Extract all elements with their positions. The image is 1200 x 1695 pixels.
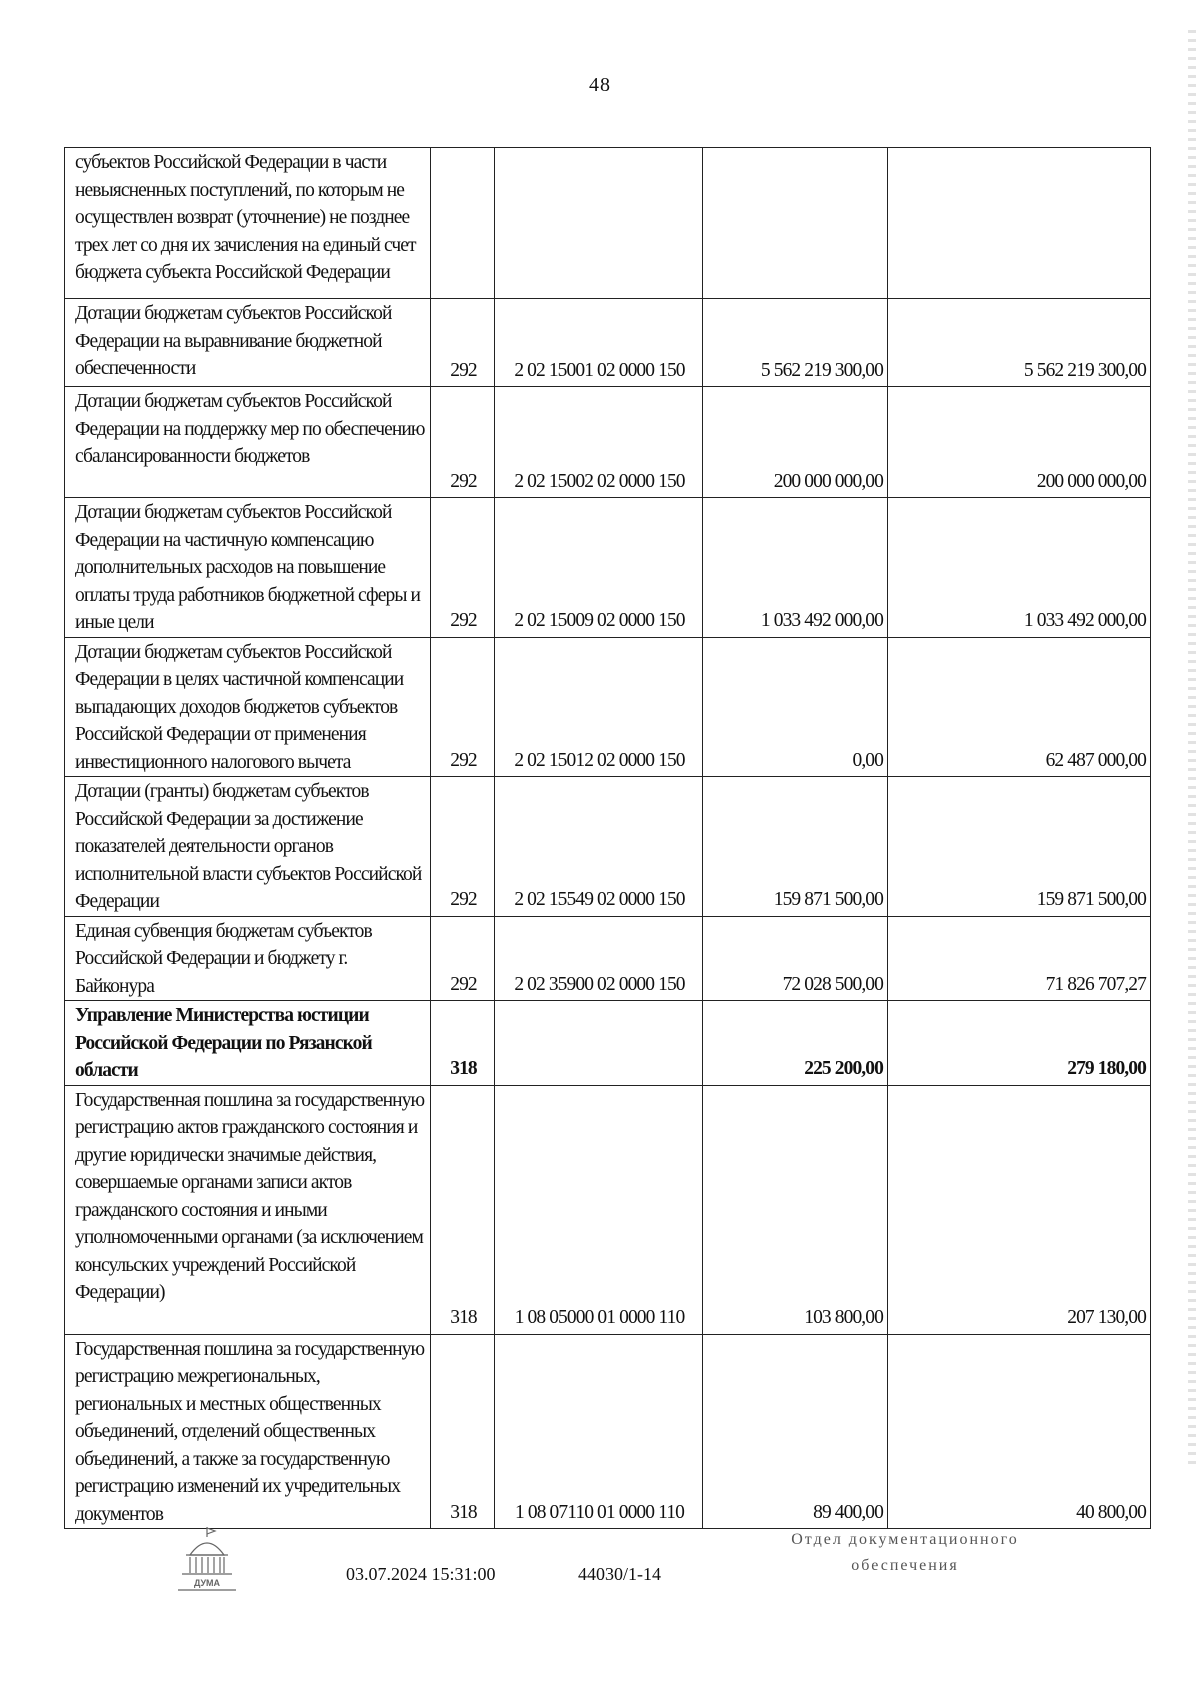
footer-dept-line-2: обеспечения [851,1557,959,1574]
row-budget-code: 2 02 15549 02 0000 150 [495,777,703,917]
scan-edge-artifact [1188,30,1196,1470]
row-value-1: 1 033 492 000,00 [703,498,888,638]
table-row [65,1334,1151,1529]
row-budget-code: 2 02 15002 02 0000 150 [495,387,703,498]
row-budget-code: 2 02 15001 02 0000 150 [495,299,703,387]
row-name: субъектов Российской Федерации в части невыясненных поступлений, по которым не осуществлен возврат (уточнение) не позднее трех лет со дня их зачисления на единый счет бюджета субъекта Российской Федерации [65,148,431,299]
row-name: Дотации бюджетам субъектов Российской Федерации на поддержку мер по обеспечению сбалансированности бюджетов [65,387,431,498]
row-value-1: 159 871 500,00 [703,777,888,917]
row-budget-code [495,1001,703,1086]
row-value-1: 103 800,00 [703,1085,888,1334]
row-admin-code: 292 [431,637,495,777]
revenue-table-body [65,148,1151,1529]
row-admin-code: 318 [431,1085,495,1334]
row-name: Дотации (гранты) бюджетам субъектов Российской Федерации за достижение показателей деятельности органов исполнительной власти субъектов Российской Федерации [65,777,431,917]
footer-datetime: 03.07.2024 15:31:00 [346,1564,496,1584]
row-admin-code: 292 [431,916,495,1001]
table-row [65,1001,1151,1086]
row-budget-code: 2 02 35900 02 0000 150 [495,916,703,1001]
row-value-2 [888,148,1151,299]
row-name: Дотации бюджетам субъектов Российской Федерации на выравнивание бюджетной обеспеченности [65,299,431,387]
row-name: Единая субвенция бюджетам субъектов Российской Федерации и бюджету г. Байконура [65,916,431,1001]
row-admin-code: 318 [431,1334,495,1529]
row-admin-code: 292 [431,299,495,387]
row-budget-code: 1 08 07110 01 0000 110 [495,1334,703,1529]
row-admin-code: 292 [431,387,495,498]
table-row [65,1085,1151,1334]
row-value-1: 5 562 219 300,00 [703,299,888,387]
row-value-2: 279 180,00 [888,1001,1151,1086]
row-name: Управление Министерства юстиции Российской Федерации по Рязанской области [65,1001,431,1086]
row-admin-code: 318 [431,1001,495,1086]
row-value-1: 0,00 [703,637,888,777]
row-budget-code: 2 02 15012 02 0000 150 [495,637,703,777]
row-name: Государственная пошлина за государственную регистрацию актов гражданского состояния и другие юридически значимые действия, совершаемые органами записи актов гражданского состояния и иными уполномоченными органами (за исключением консульских учреждений Российской Федерации) [65,1085,431,1334]
row-value-1: 72 028 500,00 [703,916,888,1001]
logo-text: ДУМА [193,1578,221,1588]
row-admin-code: 292 [431,777,495,917]
table-row [65,498,1151,638]
row-value-2: 207 130,00 [888,1085,1151,1334]
row-value-2: 40 800,00 [888,1334,1151,1529]
row-budget-code: 1 08 05000 01 0000 110 [495,1085,703,1334]
row-value-2: 1 033 492 000,00 [888,498,1151,638]
row-value-2: 71 826 707,27 [888,916,1151,1001]
row-value-2: 200 000 000,00 [888,387,1151,498]
row-value-1 [703,148,888,299]
row-budget-code: 2 02 15009 02 0000 150 [495,498,703,638]
revenue-table [64,147,1151,1529]
row-name: Дотации бюджетам субъектов Российской Федерации на частичную компенсацию дополнительных расходов на повышение оплаты труда работников бюджетной сферы и иные цели [65,498,431,638]
duma-building-icon [172,1525,242,1593]
page-number: 48 [589,74,611,96]
footer-dept-line-1: Отдел документационного [791,1531,1019,1548]
table-row [65,777,1151,917]
row-value-2: 5 562 219 300,00 [888,299,1151,387]
footer-department-stamp [760,1527,1050,1579]
table-row [65,387,1151,498]
row-admin-code: 292 [431,498,495,638]
row-name: Государственная пошлина за государственную регистрацию межрегиональных, региональных и местных общественных объединений, отделений общественных объединений, а также за государственную регистрацию изменений их учредительных документов [65,1334,431,1529]
row-budget-code [495,148,703,299]
row-value-1: 225 200,00 [703,1001,888,1086]
table-row [65,299,1151,387]
row-value-1: 200 000 000,00 [703,387,888,498]
row-value-2: 62 487 000,00 [888,637,1151,777]
row-name: Дотации бюджетам субъектов Российской Федерации в целях частичной компенсации выпадающих доходов бюджетов субъектов Российской Федерации от применения инвестиционного налогового вычета [65,637,431,777]
footer-doc-number: 44030/1-14 [578,1564,661,1584]
table-row [65,637,1151,777]
table-row [65,148,1151,299]
row-value-1: 89 400,00 [703,1334,888,1529]
row-value-2: 159 871 500,00 [888,777,1151,917]
row-admin-code [431,148,495,299]
table-row [65,916,1151,1001]
